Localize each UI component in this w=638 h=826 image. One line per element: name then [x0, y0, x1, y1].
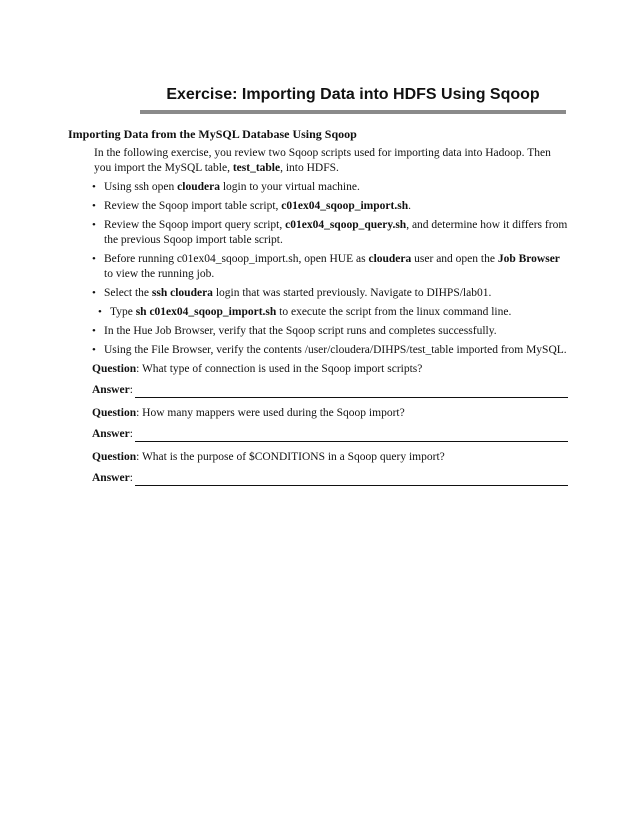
page-title: Exercise: Importing Data into HDFS Using Sqoop — [140, 86, 566, 114]
answer-line[interactable] — [135, 429, 568, 442]
answer-line[interactable] — [135, 473, 568, 486]
question-text: : What type of connection is used in the Sqoop import scripts? — [136, 363, 423, 375]
step-list — [90, 180, 570, 358]
step-text: Review the Sqoop import query script, — [104, 219, 286, 231]
question-1 — [92, 362, 570, 377]
step-bold: ssh cloudera — [151, 287, 213, 299]
step-bold: sh c01ex04_sqoop_import.sh — [135, 306, 277, 318]
answer-line[interactable] — [135, 385, 568, 398]
step-bold: cloudera — [177, 181, 220, 193]
step-text: , and determine how it differs from the previous Sqoop import table script. — [104, 219, 568, 246]
step-bold: Job Browser — [497, 253, 560, 265]
question-label: Question — [92, 451, 137, 463]
step-bold: cloudera — [368, 253, 412, 265]
step-text: login that was started previously. Navigate to DIHPS/lab01. — [212, 287, 492, 299]
answer-label: Answer — [92, 384, 130, 396]
list-item — [90, 199, 570, 214]
step-text: Select the — [104, 287, 152, 299]
answer-3 — [92, 471, 570, 486]
step-text: Using ssh open — [104, 181, 178, 193]
list-item — [90, 252, 570, 282]
step-text: to view the running job. — [104, 268, 215, 280]
answer-sep: : — [129, 472, 133, 484]
step-text: login to your virtual machine. — [219, 181, 360, 193]
answer-sep: : — [129, 428, 133, 440]
intro-text-end: , into HDFS. — [280, 162, 339, 174]
list-item — [90, 180, 570, 195]
answer-2 — [92, 427, 570, 442]
list-item-sub — [96, 305, 570, 320]
step-bold: c01ex04_sqoop_import.sh — [281, 200, 409, 212]
step-bold: c01ex04_sqoop_query.sh — [285, 219, 407, 231]
exercise-content — [90, 146, 570, 494]
step-text: Using the File Browser, verify the contents /user/cloudera/DIHPS/test_table imported from MySQL. — [104, 344, 567, 356]
answer-sep: : — [129, 384, 133, 396]
table-name: test_table — [232, 162, 281, 174]
step-text: Review the Sqoop import table script, — [104, 200, 282, 212]
list-item — [90, 324, 570, 339]
intro-text: In the following exercise, you review two Sqoop scripts used for importing data into Hadoop. Then you import the MySQL table, — [94, 147, 551, 174]
question-2 — [92, 406, 570, 421]
question-text: : What is the purpose of $CONDITIONS in a Sqoop query import? — [136, 451, 445, 463]
answer-1 — [92, 383, 570, 398]
list-item — [90, 286, 570, 301]
question-label: Question — [92, 407, 137, 419]
answer-label: Answer — [92, 428, 130, 440]
step-text: user and open the — [411, 253, 498, 265]
question-answer-block — [92, 362, 570, 486]
section-heading: Importing Data from the MySQL Database Using Sqoop — [68, 127, 357, 141]
step-text: . — [408, 200, 411, 212]
question-text: : How many mappers were used during the Sqoop import? — [136, 407, 405, 419]
intro-paragraph — [94, 146, 570, 176]
answer-label: Answer — [92, 472, 130, 484]
step-text: In the Hue Job Browser, verify that the Sqoop script runs and completes successfully. — [104, 325, 497, 337]
list-item — [90, 218, 570, 248]
question-label: Question — [92, 363, 137, 375]
step-text: Before running c01ex04_sqoop_import.sh, open HUE as — [104, 253, 369, 265]
step-text: Type — [110, 306, 136, 318]
list-item — [90, 343, 570, 358]
question-3 — [92, 450, 570, 465]
step-text: to execute the script from the linux command line. — [276, 306, 512, 318]
